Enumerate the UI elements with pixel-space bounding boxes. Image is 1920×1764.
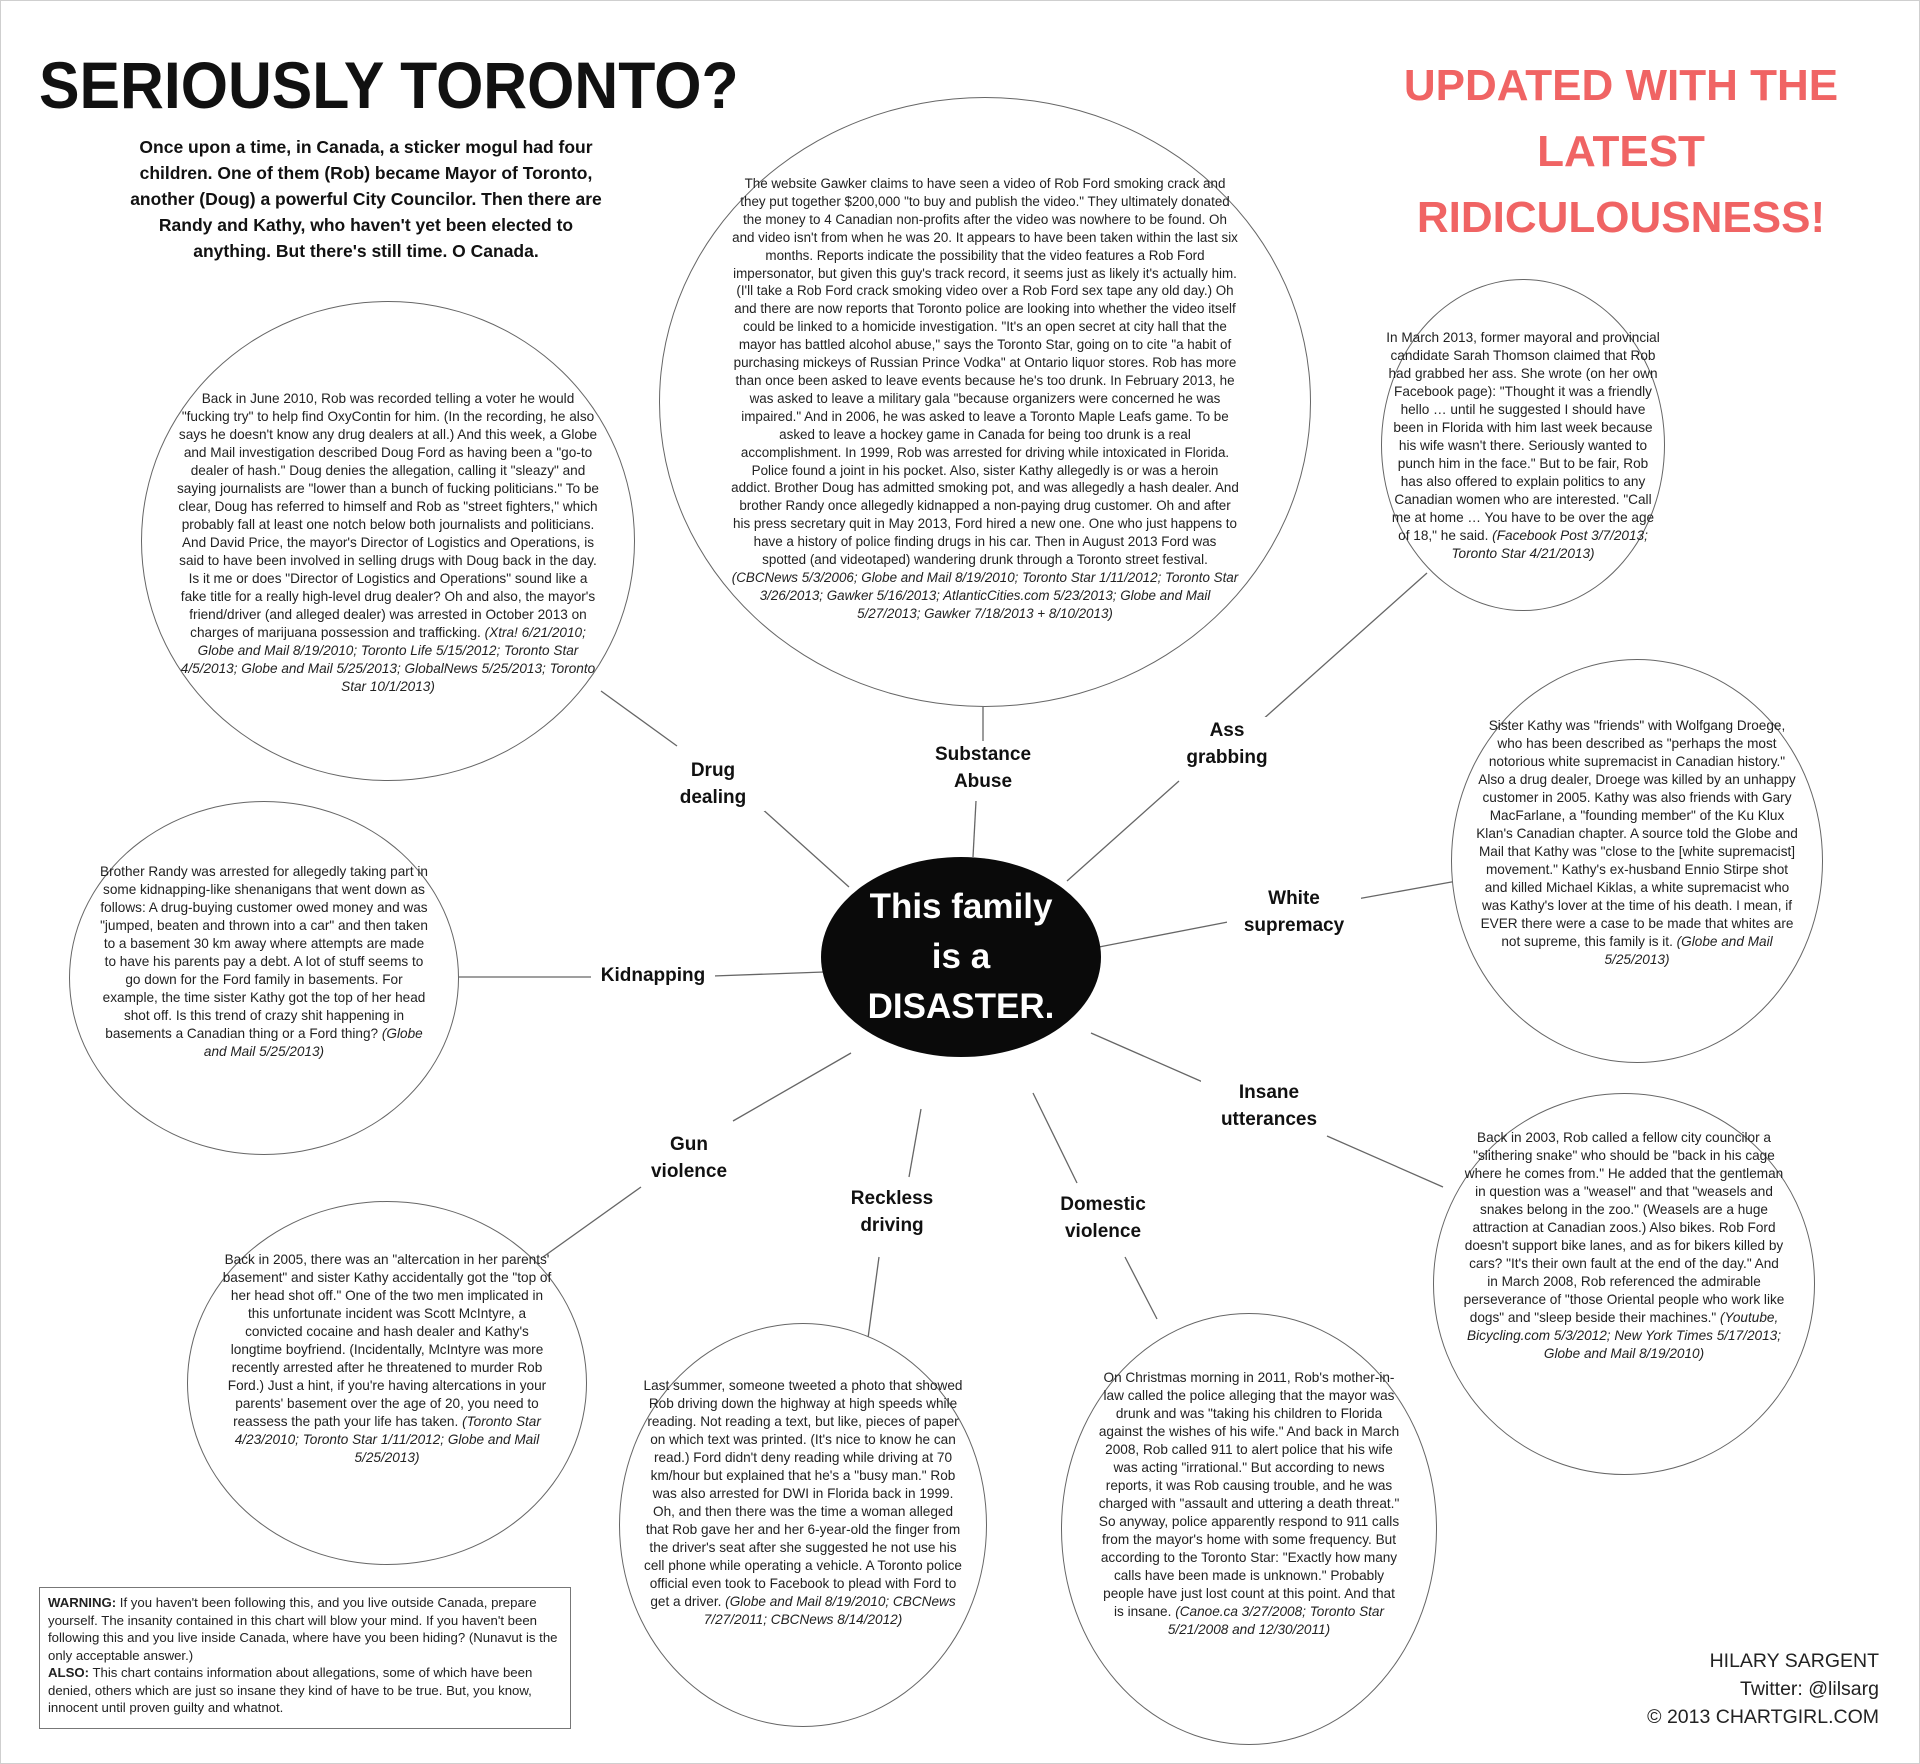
bubble-text-reckless-driving: [641, 1377, 965, 1629]
label-line-1: White: [1268, 888, 1320, 909]
label-line-2: dealing: [679, 787, 747, 808]
label-line-2: grabbing: [1186, 747, 1268, 768]
label-drug-dealing: [661, 757, 765, 811]
hub-text: [841, 882, 1081, 1032]
bubble-body-kidnapping: Brother Randy was arrested for allegedly taking part in some kidnapping-like shenanigans that went down as follows: A drug-buying customer owed money and was "jumped, beaten and thrown into a car" and then taken to a basement 30 km away where attempts are made to have his parents pay a debt. A lot of stuff seems to go down for the Ford family in basements. For example, the time sister Kathy got the top of her head shot off. Is this trend of crazy shit happening in basements a Canadian thing or a Ford thing?: [100, 864, 428, 1041]
connector-gun-violence: [543, 1187, 641, 1257]
bubble-cite-insane-utterances: (Youtube, Bicycling.com 5/3/2012; New York Times 5/17/2013; Globe and Mail 8/19/2010): [1467, 1310, 1781, 1361]
credit-name: HILARY SARGENT: [1709, 1650, 1879, 1672]
label-line-2: violence: [1064, 1221, 1142, 1242]
connector-drug-dealing-hub: [759, 806, 849, 887]
bubble-cite-kidnapping: (Globe and Mail 5/25/2013): [203, 1026, 423, 1059]
label-domestic-violence: [1041, 1191, 1165, 1245]
label-line-1: Kidnapping: [600, 965, 706, 986]
connector-insane-utterances-hub: [1091, 1033, 1205, 1083]
bubble-cite-ass-grabbing: (Facebook Post 3/7/2013; Toronto Star 4/21/2013): [1451, 528, 1648, 561]
bubble-text-domestic-violence: [1097, 1369, 1401, 1639]
connector-substance-abuse-hub: [973, 801, 976, 857]
bubble-cite-white-supremacy: (Globe and Mail 5/25/2013): [1604, 934, 1773, 967]
connector-domestic-violence-hub: [1033, 1093, 1077, 1183]
label-line-1: Insane: [1238, 1082, 1300, 1103]
also-text: This chart contains information about allegations, some of which have been denied, others which are just so insane they kind of have to be true. But, you know, innocent until proven guilty and whatnot.: [48, 1665, 533, 1715]
bubble-cite-reckless-driving: (Globe and Mail 8/19/2010; CBCNews 7/27/2011; CBCNews 8/14/2012): [703, 1594, 956, 1627]
label-line-2: driving: [860, 1215, 924, 1236]
credit-twitter: Twitter: @lilsarg: [1740, 1678, 1879, 1700]
intro-text: Once upon a time, in Canada, a sticker mogul had four children. One of them (Rob) became Mayor of Toronto, another (Doug) a powerful City Councilor. Then there are Randy and Kathy, who haven't yet been elected to anything. But there's still time. O Canada.: [130, 137, 602, 261]
bubble-body-white-supremacy: Sister Kathy was "friends" with Wolfgang Droege, who has been described as "perhaps the most notorious white supremacist in Canadian history." Also a drug dealer, Droege was killed by an unhappy customer in 2005. Kathy was also friends with Gary MacFarlane, a "founding member" of the Ku Klux Klan's Canadian chapter. A source told the Globe and Mail that Kathy was "close to the [white supremacist] movement." Kathy's ex-husband Ennio Stirpe shot and killed Michael Kiklas, a white supremacist who was Kathy's lover at the time of his death. I mean, if EVER there were a case to be made that whites are not supreme, this family is it.: [1476, 718, 1798, 949]
warning-box: [39, 1587, 571, 1729]
connector-reckless-driving-hub: [909, 1109, 921, 1177]
label-line-2: utterances: [1220, 1109, 1318, 1130]
bubble-text-drug-dealing: [177, 390, 599, 696]
bubble-body-insane-utterances: Back in 2003, Rob called a fellow city councilor a "slithering snake" who should be "back in his cage where he comes from." He added that the gentleman in question was a "weasel" and that "weasels and snakes belong in the zoo." (Weasels are a huge attraction at Canadian zoos.) Also bikes. Rob Ford doesn't support bike lanes, and as for bikers killed by cars? "It's their own fault at the end of the day." And in March 2008, Rob referenced the admirable perseverance of "those Oriental people who work like dogs" and "sleep beside their machines.": [1463, 1130, 1785, 1325]
bubble-body-reckless-driving: Last summer, someone tweeted a photo that showed Rob driving down the highway at high speeds while reading. Not reading a text, but like, pieces of paper on which text was printed. (It's nice to know he can read.) Ford didn't deny reading while driving at 70 km/hour but explained that he's a "busy man." Rob was also arrested for DWI in Florida back in 1999. Oh, and then there was the time a woman alleged that Rob gave her and her 6-year-old the finger from the driver's seat after she suggested he not use his cell phone while operating a vehicle. A Toronto police official even took to Facebook to plead with Ford to get a driver.: [643, 1378, 963, 1609]
hub-line-1: This family: [869, 887, 1053, 926]
label-ass-grabbing: [1167, 717, 1287, 771]
label-line-1: Gun: [670, 1134, 708, 1155]
label-gun-violence: [637, 1131, 741, 1185]
label-line-1: Domestic: [1060, 1194, 1146, 1215]
connector-kidnapping-hub: [713, 972, 824, 976]
bubble-cite-drug-dealing: (Xtra! 6/21/2010; Globe and Mail 8/19/2010; Toronto Life 5/15/2012; Toronto Star 4/5/2013; Globe and Mail 5/25/2013; GlobalNews 5/25/2013; Toronto Star 10/1/2013): [180, 625, 596, 694]
central-hub: [821, 857, 1101, 1057]
bubble-body-domestic-violence: On Christmas morning in 2011, Rob's mother-in-law called the police alleging that the mayor was drunk and was "taking his children to Florida against the wishes of his wife." And back in March 2008, Rob called 911 to alert police that his wife was acting "irrational." But according to news reports, it was Rob causing trouble, and he was charged with "assault and uttering a death threat." So anyway, police apparently respond to 911 calls from the mayor's home with some frequency. But according to the Toronto Star: "Exactly how many calls have been made is unknown." Probably people have just lost count at this point. And that is insane.: [1098, 1370, 1400, 1619]
label-line-2: violence: [650, 1161, 728, 1182]
hub-line-2: is a: [931, 937, 991, 976]
updated-line-1: UPDATED WITH THE: [1403, 61, 1839, 110]
hub-line-3: DISASTER.: [867, 987, 1055, 1026]
connector-drug-dealing: [601, 691, 677, 746]
updated-line-2: LATEST RIDICULOUSNESS!: [1416, 127, 1826, 242]
bubble-body-ass-grabbing: In March 2013, former mayoral and provincial candidate Sarah Thomson claimed that Rob had grabbed her ass. She wrote (on her own Facebook page): "Thought it was a friendly hello … until he suggested I should have been in Florida with him last week because his wife wasn't there. Seriously wanted to punch him in the face." But to be fair, Rob has also offered to explain politics to any Canadian women who are interested. "Call me at home … You have to be over the age of 18," he said.: [1386, 330, 1660, 543]
label-line-2: Abuse: [953, 771, 1013, 792]
label-line-2: supremacy: [1243, 915, 1345, 936]
bubble-cite-gun-violence: (Toronto Star 4/23/2010; Toronto Star 1/11/2012; Globe and Mail 5/25/2013): [234, 1414, 541, 1465]
connector-domestic-violence: [1125, 1257, 1157, 1319]
bubble-body-gun-violence: Back in 2005, there was an "altercation in her parents' basement" and sister Kathy accidentally got the "top of her head shot off." One of the two men implicated in this unfortunate incident was Scott McIntyre, a convicted cocaine and hash dealer and Kathy's longtime boyfriend. (Incidentally, McIntyre was more recently arrested after he threatened to murder Rob Ford.) Just a hint, if you're having altercations in your parents' basement over the age of 20, you need to reassess the path your life has taken.: [222, 1252, 552, 1429]
bubble-text-kidnapping: [99, 863, 429, 1061]
credit-copyright: © 2013 CHARTGIRL.COM: [1647, 1706, 1879, 1728]
bubble-text-white-supremacy: [1475, 717, 1799, 969]
credit-block: [1561, 1647, 1881, 1731]
connector-white-supremacy-hub: [1099, 921, 1233, 947]
also-label: ALSO:: [48, 1665, 90, 1680]
warning-label: WARNING:: [48, 1595, 117, 1610]
label-reckless-driving: [839, 1185, 945, 1239]
bubble-text-insane-utterances: [1463, 1129, 1785, 1363]
bubble-cite-domestic-violence: (Canoe.ca 3/27/2008; Toronto Star 5/21/2008 and 12/30/2011): [1167, 1604, 1385, 1637]
bubble-text-substance-abuse: [731, 175, 1239, 623]
updated-banner: [1341, 53, 1901, 251]
label-substance-abuse: [907, 741, 1059, 795]
connector-insane-utterances: [1327, 1136, 1443, 1187]
connector-gun-violence-hub: [733, 1053, 851, 1121]
label-insane-utterances: [1201, 1079, 1337, 1133]
label-line-1: Drug: [690, 760, 736, 781]
bubble-text-ass-grabbing: [1385, 329, 1661, 563]
page-title: SERIOUSLY TORONTO?: [39, 48, 739, 122]
bubble-cite-substance-abuse: (CBCNews 5/3/2006; Globe and Mail 8/19/2010; Toronto Star 1/11/2012; Toronto Star 3/26/2013; Gawker 5/16/2013; AtlanticCities.com 5/23/2013; Globe and Mail 5/27/2013; Gawker 7/18/2013 + 8/10/2013): [731, 569, 1239, 621]
bubble-body-substance-abuse: The website Gawker claims to have seen a video of Rob Ford smoking crack and they put together $200,000 "to buy and publish the video." They ultimately donated the money to 4 Canadian non-profits after the video was nowhere to be found. Oh and video isn't from when he was 20. It appears to have been taken within the last six months. Reports indicate the possibility that the video features a Rob Ford impersonator, but given this guy's track record, it seems just as likely it's actually him. (I'll take a Rob Ford crack smoking video over a Rob Ford sex tape any old day.) Oh and there are now reports that Toronto police are looking into whether the video itself could be linked to a homicide investigation. "It's an open secret at city hall that the mayor has battled alcohol abuse," says the Toronto Star, going on to cite "a habit of purchasing mickeys of Russian Prince Vodka" at Ontario liquor stores. Rob has more than once been asked to leave events because he's too drunk. In February 2013, he was asked to leave a military gala "because organizers were concerned he was impaired." And in 2006, he was asked to leave a Toronto Maple Leafs game. To be asked to leave a hockey game in Canada for being too drunk is a real accomplishment. In 1999, Rob was arrested for driving while intoxicated in Florida. Police found a joint in his pocket. Also, sister Kathy allegedly is or was a heroin addict. Brother Doug has admitted smoking pot, and was allegedly a hash dealer. And brother Randy once allegedly kidnapped a non-paying drug customer. Oh and after his press secretary quit in May 2013, Ford hired a new one. One who just happens to have a history of police finding drugs in his car. Then in August 2013 Ford was spotted (and videotaped) wandering drunk through a Toronto street festival.: [731, 176, 1239, 568]
bubble-body-drug-dealing: Back in June 2010, Rob was recorded telling a voter he would "fucking try" to help find OxyContin for him. (In the recording, he also says he doesn't know any drug dealers at all.) And this week, a Globe and Mail investigation described Doug Ford as having been a "go-to dealer of hash." Doug denies the allegation, calling it "sleazy" and saying journalists are "lower than a bunch of fucking politicians." To be clear, Doug has referred to himself and Rob as "street fighters," which probably fall at least one notch below both journalists and politicians. And David Price, the mayor's Director of Logistics and Operations, is said to have been involved in selling drugs with Doug back in the day. Is it me or does "Director of Logistics and Operations" sound like a fake title for a really high-level drug dealer? Oh and also, the mayor's friend/driver (and alleged dealer) was arrested in October 2013 on charges of marijuana possession and trafficking.: [177, 391, 599, 640]
connector-white-supremacy: [1357, 881, 1457, 899]
warning-text: If you haven't been following this, and you live outside Canada, prepare yourself. The insanity contained in this chart will blow your mind. If you haven't been following this and you live inside Canada, where have you been hiding? (Nunavut is the only acceptable answer.): [48, 1595, 558, 1663]
label-kidnapping: [591, 962, 715, 989]
connector-ass-grabbing-hub: [1067, 781, 1179, 881]
bubble-text-gun-violence: [219, 1251, 555, 1467]
label-line-1: Substance: [934, 744, 1032, 765]
connector-ass-grabbing: [1261, 573, 1427, 721]
label-line-1: Reckless: [850, 1188, 934, 1209]
label-line-1: Ass: [1209, 720, 1245, 741]
label-white-supremacy: [1227, 885, 1361, 939]
